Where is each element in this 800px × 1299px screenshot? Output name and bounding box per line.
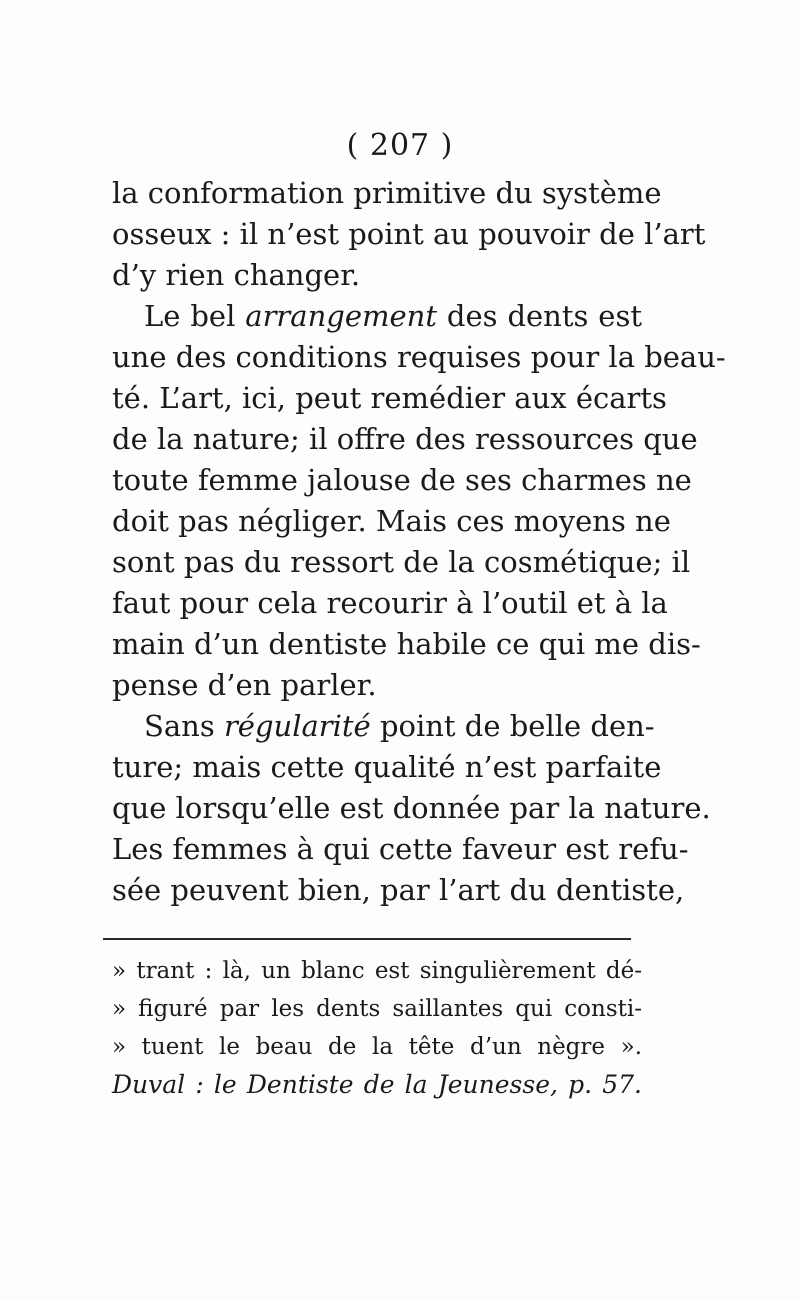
text-line (112, 583, 668, 624)
text-run: pense d’en parler. (112, 668, 377, 702)
text-run: la conformation primitive du système (112, 176, 662, 210)
text-line (112, 706, 655, 747)
main-text (112, 173, 726, 911)
text-line (112, 788, 711, 829)
page-number: ( 207 ) (346, 128, 454, 163)
text-run: que lorsqu’elle est donnée par la nature. (112, 791, 711, 825)
text-line (112, 296, 642, 337)
text-run: osseux : il n’est point au pouvoir de l’art (112, 217, 706, 251)
footnote (112, 952, 642, 1104)
text-run: d’y rien changer. (112, 258, 361, 292)
text-line (112, 378, 667, 419)
text-run: Le bel (144, 299, 246, 333)
footnote-line: » figuré par les dents saillantes qui consti- (112, 996, 642, 1022)
text-run: Sans (144, 709, 224, 743)
text-line (112, 419, 698, 460)
text-line (112, 829, 689, 870)
footnote-citation: Duval : le Dentiste de la Jeunesse, p. 57. (112, 1070, 642, 1099)
text-line (112, 870, 685, 911)
text-line (112, 214, 706, 255)
emphasized-term: régularité (223, 709, 371, 743)
emphasized-term: arrangement (245, 299, 437, 333)
text-run: sont pas du ressort de la cosmétique; il (112, 545, 691, 579)
text-line (112, 337, 726, 378)
text-run: main d’un dentiste habile ce qui me dis- (112, 627, 701, 661)
text-line (112, 542, 691, 583)
text-run: des dents est (436, 299, 643, 333)
text-line (112, 255, 642, 296)
text-line (112, 460, 692, 501)
text-line (112, 747, 662, 788)
text-line (112, 624, 701, 665)
text-run: ture; mais cette qualité n’est parfaite (112, 750, 662, 784)
footnote-line: » tuent le beau de la tête d’un nègre ». (112, 1034, 642, 1060)
footnote-line: » trant : là, un blanc est singulièrement dé- (112, 958, 642, 984)
text-run: faut pour cela recourir à l’outil et à la (112, 586, 668, 620)
footnote-divider (103, 938, 631, 940)
text-run: toute femme jalouse de ses charmes ne (112, 463, 692, 497)
text-run: de la nature; il offre des ressources que (112, 422, 698, 456)
text-run: sée peuvent bien, par l’art du dentiste, (112, 873, 685, 907)
text-line (112, 501, 671, 542)
text-run: une des conditions requises pour la beau- (112, 340, 726, 374)
text-run: té. L’art, ici, peut remédier aux écarts (112, 381, 667, 415)
text-run: point de belle den- (370, 709, 655, 743)
text-run: Les femmes à qui cette faveur est refu- (112, 832, 689, 866)
text-run: doit pas négliger. Mais ces moyens ne (112, 504, 671, 538)
text-line (112, 665, 642, 706)
text-line (112, 173, 662, 214)
